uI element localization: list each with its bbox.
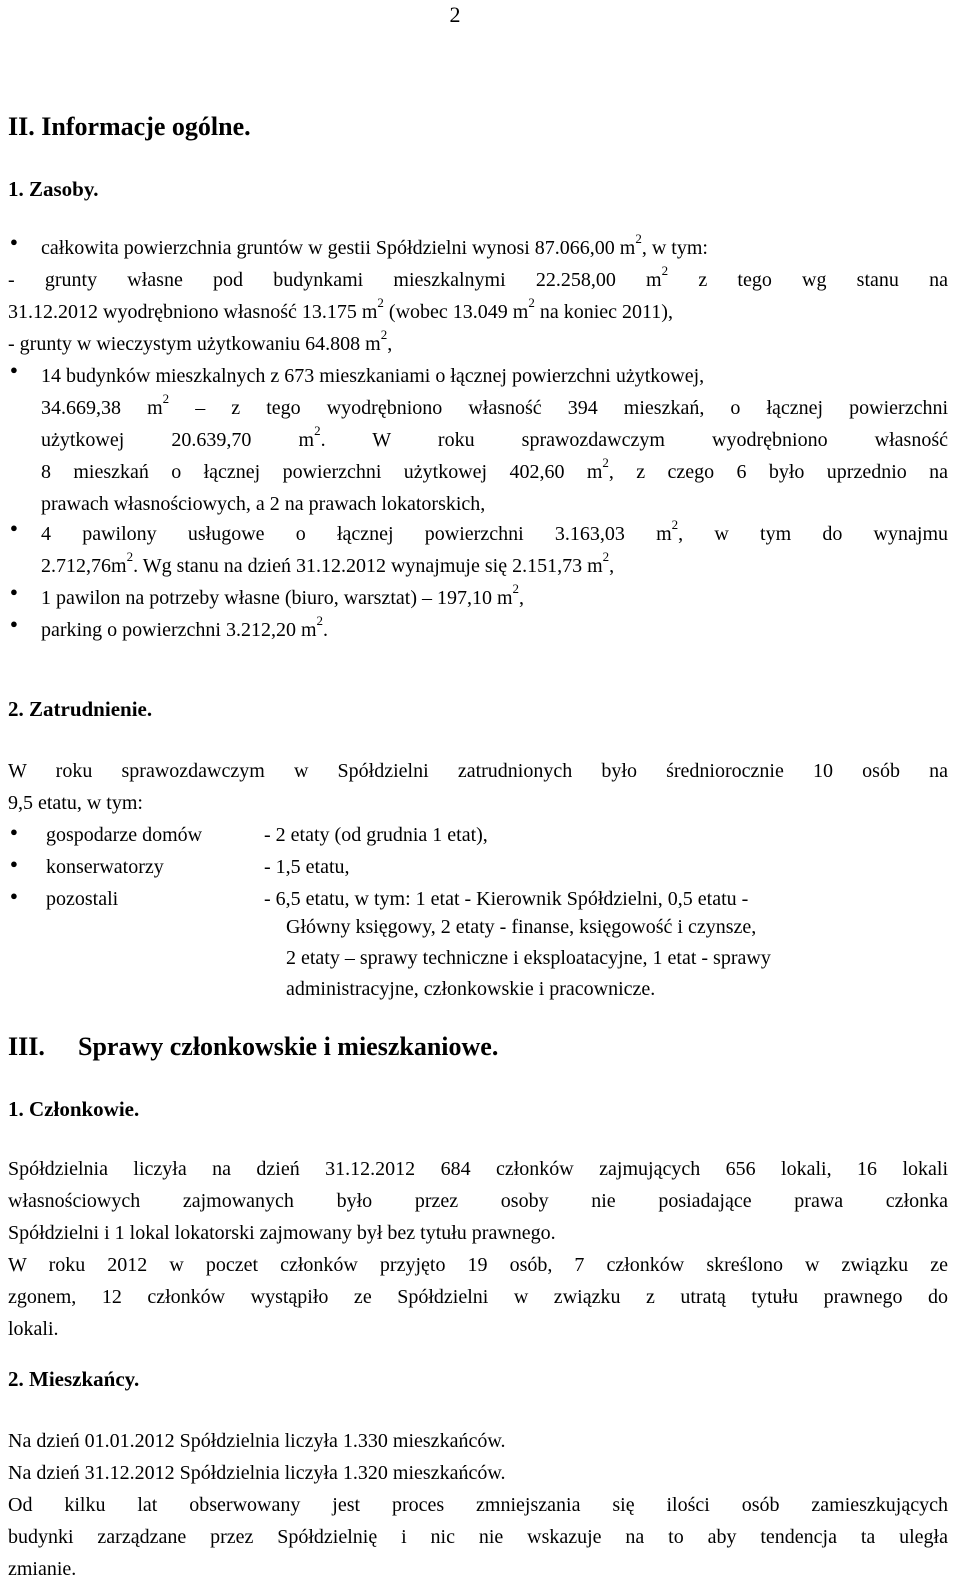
employment-row	[10, 883, 950, 915]
bullet-parking: parking o powierzchni 3.212,20 $m^2$.	[41, 613, 328, 641]
residents-paragraph: Na dzień 01.01.2012 Spółdzielnia liczyła 1.330 mieszkańców. Na dzień 31.12.2012 Spółdzielnia liczyła 1.320 mieszkańców. Od kilku lat obserwowany jest proces zmniejszania się ilości osób zamieszkujących budynki zarządzane przez Spółdzielnię i nic nie wskazuje na to aby tendencja ta uległa zmianie.	[8, 1430, 948, 1580]
bullet-pawilon-biuro: 1 pawilon na potrzeby własne (biuro, warsztat) – 197,10 $m^2$,	[41, 581, 525, 609]
subheading-czlonkowie: 1. Członkowie.	[8, 1097, 140, 1121]
members-paragraph: Spółdzielnia liczyła na dzień 31.12.2012 684 członków zajmujących 656 lokali, 16 lokali własnościowych zajmowanych było przez osoby nie posiadające prawa członka Spółdzielni i 1 lokal lokatorski zajmowany był bez tytułu prawnego. W roku 2012 w poczet członków przyjęto 19 osób, 7 członków skreślono w związku ze zgonem, 12 członków wystąpiło ze Spółdzielni w związku z utratą tytułu prawnego do lokali.	[8, 1158, 948, 1340]
employment-value: - 2 etaty (od grudnia 1 etat),	[264, 824, 488, 846]
employment-continuation: Główny księgowy, 2 etaty - finanse, księgowość i czynsze, 2 etaty – sprawy techniczne i eksploatacyjne, 1 etat - sprawy administracyjne, członkowskie i pracownicze.	[286, 916, 771, 1000]
employment-role: konserwatorzy	[46, 856, 164, 878]
employment-row	[10, 819, 950, 851]
section-heading-sprawy: III. Sprawy członkowskie i mieszkaniowe.	[8, 1032, 499, 1061]
subheading-zasoby: 1. Zasoby.	[8, 177, 99, 201]
employment-row	[10, 851, 950, 883]
bullet-icon: ●	[10, 824, 18, 839]
employment-value: - 6,5 etatu, w tym: 1 etat - Kierownik Spółdzielni, 0,5 etatu -	[264, 888, 749, 910]
employment-role: gospodarze domów	[46, 824, 203, 846]
bullet-budynki: 14 budynków mieszkalnych z 673 mieszkaniami o łącznej powierzchni użytkowej, 34.669,38 $m^2$ – z tego wyodrębniono własność 394 mieszkań, o łącznej powierzchni użytkowej 20.639,70 $m^2$. W roku sprawozdawczym wyodrębniono własność 8 mieszkań o łącznej powierzchni użytkowej 402,60 $m^2$, z czego 6 było uprzednio na prawach własnościowych, a 2 na prawach lokatorskich,	[41, 365, 949, 515]
employment-intro: W roku sprawozdawczym w Spółdzielni zatrudnionych było średniorocznie 10 osób na 9,5 etatu, w tym:	[8, 760, 948, 814]
subheading-mieszkancy: 2. Mieszkańcy.	[8, 1367, 140, 1391]
page-number: 2	[449, 2, 461, 27]
bullet-grunty: całkowita powierzchnia gruntów w gestii Spółdzielni wynosi 87.066,00 $m^2$, w tym: - grunty własne pod budynkami mieszkalnymi 22.258,00 $m^2$ z tego wg stanu na 31.12.2012 wyodrębniono własność 13.175 $m^2$ (wobec 13.049 $m^2$ na koniec 2011), - grunty w wieczystym użytkowaniu 64.808 $m^2$,	[8, 231, 948, 355]
bullet-icon: ●	[10, 888, 18, 903]
employment-value: - 1,5 etatu,	[264, 856, 350, 878]
bullet-pawilony: 4 pawilony usługowe o łącznej powierzchni 3.163,03 $m^2$, w tym do wynajmu $2.712,76m^2$. Wg stanu na dzień 31.12.2012 wynajmuje się 2.151,73 $m^2$,	[41, 517, 948, 577]
section-heading-informacje: II. Informacje ogólne.	[8, 112, 251, 141]
employment-role: pozostali	[46, 888, 119, 910]
bullet-icon: ●	[10, 856, 18, 871]
subheading-zatrudnienie: 2. Zatrudnienie.	[8, 697, 153, 721]
